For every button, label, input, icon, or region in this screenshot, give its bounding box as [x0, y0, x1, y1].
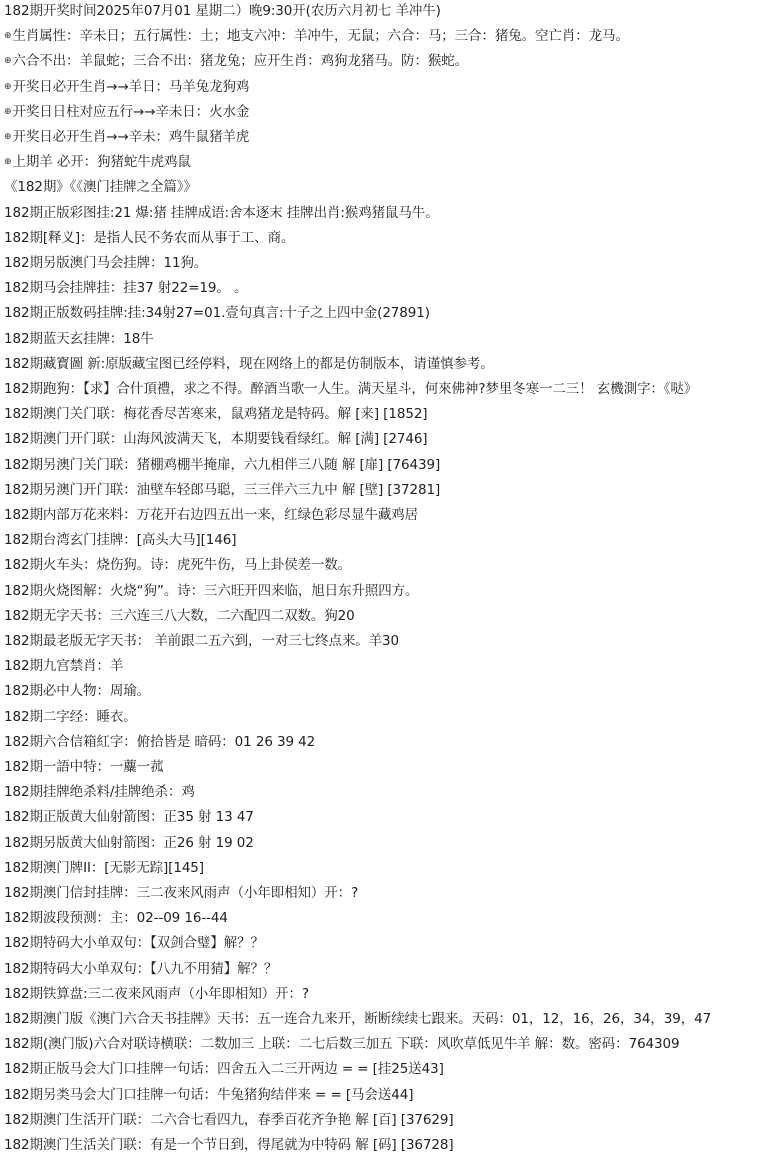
line-text: 182期火车头：烧伤狗。诗：虎死牛伤，马上卦侯差一数。 [4, 557, 352, 574]
text-line [4, 884, 358, 902]
line-text: 生肖属性：辛未日；五行属性：土；地支六冲：羊冲牛，无鼠；六合：马；三合：猪兔。空亡肖：龙马。 [12, 28, 629, 45]
text-line [4, 783, 195, 801]
bullet-icon: ⊕ [4, 157, 12, 168]
bullet-icon: ⊕ [4, 106, 12, 117]
line-text: 182期二字经：睡衣。 [4, 708, 137, 725]
bullet-icon: ⊕ [4, 81, 12, 92]
text-line [4, 254, 207, 272]
line-text: 182期火烧图解：火烧“狗”。诗：三六旺开四来临，旭日东升照四方。 [4, 582, 419, 599]
text-line [4, 27, 629, 45]
text-line [4, 531, 236, 549]
text-line [4, 153, 191, 171]
line-text: 182期澳门牌II：[无影无踪][145] [4, 859, 204, 876]
text-line [4, 2, 441, 20]
text-line [4, 204, 439, 222]
line-text: 182期澳门生活开门联：二六合七看四九，春季百花齐争艳 解 [百] [37629] [4, 1111, 454, 1128]
text-line [4, 708, 137, 726]
line-text: 六合不出：羊鼠蛇；三合不出：猪龙兔；应开生肖：鸡狗龙猪马。防：猴蛇。 [12, 53, 469, 70]
line-text: 182期内部万花来料：万花开右边四五出一来，红绿色彩尽显牛藏鸡居 [4, 507, 419, 523]
text-line [4, 430, 427, 448]
line-text: 182期六合信箱紅字：俯拾皆是 暗码：01 26 39 42 [4, 733, 316, 750]
line-text: 182期特码大小单双句：【八九不用猜】解？？ [4, 960, 278, 977]
text-line [4, 960, 277, 978]
line-text: 182期波段预测：主：02--09 16--44 [4, 910, 228, 927]
line-text: 182期澳门信封挂牌：三二夜来风雨声（小年即相知）开：? [4, 885, 359, 901]
line-text: 182期跑狗：【求】合什頂禮，求之不得。醉酒当歌一人生。满天星斗，何來佛神?梦里冬寒一二三！ 玄機測字：《哒》 [4, 381, 698, 397]
text-line [4, 808, 254, 826]
text-line [4, 405, 427, 423]
text-line [4, 229, 294, 247]
text-line [4, 279, 247, 297]
line-text: 182期另版澳门马会挂牌：11狗。 [4, 255, 208, 271]
line-text: 182期[释义]：是指人民不务农而从事于工、商。 [4, 229, 295, 246]
text-line [4, 1060, 444, 1078]
text-line [4, 909, 228, 927]
text-line [4, 355, 494, 373]
line-text: 182期(澳门版)六合对联诗横联：二数加三 上联：二七后数三加五 下联：风吹草低见牛羊 解：数。密码：764309 [4, 1036, 680, 1053]
line-text: 182期蓝天玄挂牌：18牛 [4, 330, 154, 347]
text-line [4, 556, 351, 574]
line-text: 182期澳门版《澳门六合天书挂牌》天书：五一连合九来开，断断续续七跟来。天码：01，12，16，26，34，39，47 [4, 1011, 712, 1027]
text-line [4, 632, 399, 650]
bullet-icon: ⊕ [4, 132, 12, 142]
line-text: 开奖日日柱对应五行→→辛未日：火水金 [12, 103, 250, 120]
text-line [4, 304, 430, 322]
text-line [4, 178, 197, 196]
line-text: 182期最老版无字天书： 羊前跟二五六到，一对三七终点来。羊30 [4, 633, 400, 649]
text-line [4, 506, 418, 524]
line-text: 182期必中人物：周瑜。 [4, 683, 151, 700]
text-line [4, 657, 123, 675]
bullet-icon: ⊕ [4, 31, 12, 42]
line-text: 182期藏寳圖 新:原版藏宝图已经停料，现在网络上的都是仿制版本，请谨慎参考。 [4, 355, 494, 372]
line-text: 182期铁算盘:三二夜来风雨声（小年即相知）开：? [4, 985, 309, 1002]
text-line [4, 758, 163, 776]
text-line [4, 456, 440, 474]
text-line [4, 1111, 454, 1129]
line-text: 开奖日必开生肖→→辛未：鸡牛鼠猪羊虎 [12, 129, 250, 145]
line-text: 182期澳门开门联：山海风波满天飞，本期要钱看绿红。解 [满] [2746] [4, 431, 428, 448]
line-text: 182期开奖时间2025年07月01 星期二）晚9:30开(农历六月初七 羊冲牛) [4, 3, 441, 19]
text-line [4, 985, 309, 1003]
line-text: 182期澳门生活关门联：有是一个节日到，得尾就为中特码 解 [码] [36728] [4, 1137, 454, 1153]
line-text: 182期正版黄大仙射箭图：正35 射 13 47 [4, 809, 254, 826]
text-line [4, 1035, 680, 1053]
line-text: 上期羊 必开：狗猪蛇牛虎鸡鼠 [12, 154, 191, 171]
text-line [4, 330, 154, 348]
line-text: 182期另类马会大门口挂牌一句话：牛兔猪狗结伴来 = = [马会送44] [4, 1086, 414, 1103]
line-text: 182期另版黄大仙射箭图：正26 射 19 02 [4, 834, 254, 851]
line-text: 182期挂牌绝杀料/挂牌绝杀：鸡 [4, 784, 195, 801]
text-line [4, 128, 249, 146]
line-text: 182期马会挂牌挂：挂37 射22=19。 。 [4, 280, 248, 297]
line-text: 182期另澳门关门联：猪棚鸡棚半掩扉，六九相伴三八随 解 [扉] [76439] [4, 456, 441, 473]
line-text: 《182期》《《澳门挂牌之全篇》》 [4, 179, 197, 196]
line-text: 182期正版彩图挂:21 爆:猪 挂牌成语:舍本逐末 挂牌出肖:猴鸡猪鼠马牛。 [4, 204, 439, 221]
line-text: 182期九宫禁肖：羊 [4, 658, 124, 675]
text-line [4, 1086, 413, 1104]
line-text: 182期特码大小单双句：【双剑合璧】解？？ [4, 935, 264, 952]
line-text: 开奖日必开生肖→→羊日：马羊兔龙狗鸡 [12, 78, 250, 95]
text-line [4, 52, 468, 70]
text-line [4, 607, 355, 625]
text-line [4, 682, 150, 700]
text-line [4, 934, 264, 952]
text-line [4, 1136, 454, 1154]
text-line [4, 582, 418, 600]
line-text: 182期另澳门开门联：油壁车轻郎马聪，三三伴六三九中 解 [壁] [37281] [4, 481, 441, 498]
line-text: 182期一語中特：一蘪一菰 [4, 759, 164, 775]
text-line [4, 733, 315, 751]
bullet-icon: ⊕ [4, 56, 12, 67]
line-text: 182期正版马会大门口挂牌一句话：四舍五入二三开两边 = = [挂25送43] [4, 1061, 444, 1078]
text-line [4, 1010, 711, 1028]
text-line [4, 103, 249, 121]
line-text: 182期无字天书：三六连三八大数，二六配四二双数。狗20 [4, 607, 355, 624]
text-line [4, 834, 254, 852]
line-text: 182期正版数码挂牌:挂:34射27=01.壹句真言:十子之上四中金(27891) [4, 305, 430, 322]
text-line [4, 380, 697, 398]
line-text: 182期澳门关门联：梅花香尽苦寒来，鼠鸡猪龙是特码。解 [来] [1852] [4, 406, 428, 423]
line-text: 182期台湾玄门挂牌：[高头大马][146] [4, 532, 237, 549]
text-line [4, 859, 204, 877]
text-line [4, 78, 249, 96]
text-line [4, 481, 440, 499]
